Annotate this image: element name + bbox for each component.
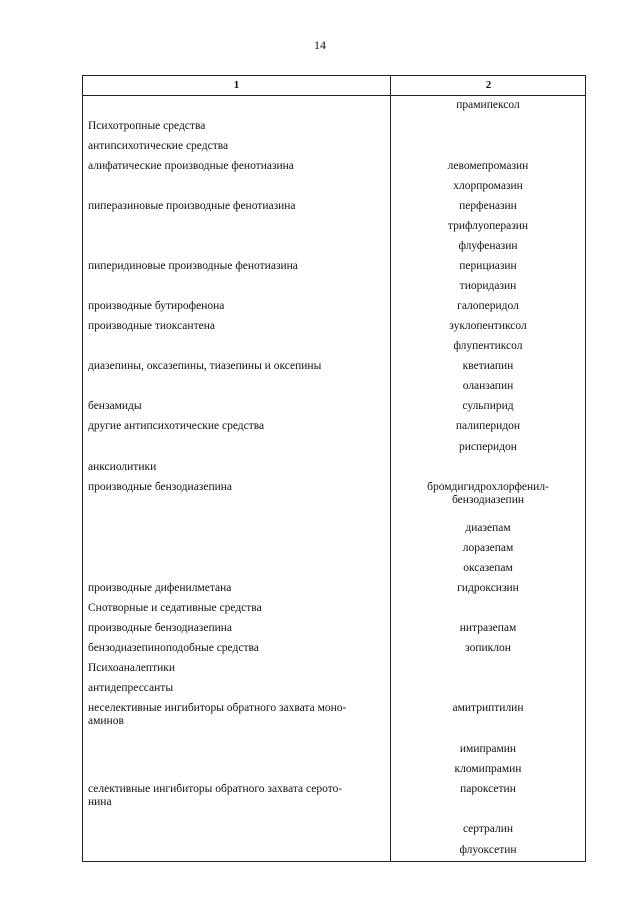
drug-name-cell: тиоридазин [459,280,517,292]
column-divider [390,76,391,861]
drug-name-cell: перициазин [459,260,517,272]
drug-name-cell: нитразепам [459,622,517,634]
drug-name-cell: сульпирид [462,400,514,412]
category-cell: селективные ингибиторы обратного захвата серото- нина [88,783,343,808]
drug-name-cell: хлорпромазин [453,180,523,192]
category-cell: бензамиды [88,400,142,412]
drug-table [82,75,586,862]
drug-name-cell: бромдигидрохлорфенил- бензодиазепин [427,481,549,506]
drug-name-cell: кломипрамин [454,763,522,775]
drug-name-cell: перфеназин [459,200,517,212]
drug-name-cell: флуоксетин [459,844,517,856]
category-cell: пиперидиновые производные фенотиазина [88,260,298,272]
category-cell: производные бензодиазепина [88,481,233,493]
drug-name-cell: трифлуоперазин [447,220,529,232]
drug-name-cell: рисперидон [459,441,517,453]
drug-name-cell: зуклопентиксол [449,320,527,332]
drug-name-cell: имипрамин [459,743,517,755]
drug-name-cell: сертралин [462,823,514,835]
drug-name-cell: флупентиксол [453,340,523,352]
drug-name-cell: оланзапин [462,380,514,392]
category-cell: производные бензодиазепина [88,622,233,634]
drug-name-cell: флуфеназин [458,240,518,252]
category-cell: антипсихотические средства [88,140,229,152]
category-cell: пиперазиновые производные фенотиазина [88,200,296,212]
drug-name-cell: лоразепам [462,542,514,554]
column-header-2: 2 [485,79,492,91]
category-cell: Психотропные средства [88,120,206,132]
category-cell: другие антипсихотические средства [88,420,265,432]
drug-name-cell: прамипексол [456,99,520,111]
drug-name-cell: зопиклон [465,642,511,654]
header-rule [83,95,585,96]
category-cell: диазепины, оксазепины, тиазепины и оксепины [88,360,322,372]
drug-name-cell: левомепромазин [447,160,529,172]
drug-name-cell: амитриптилин [452,702,524,714]
category-cell: Психоаналептики [88,662,176,674]
category-cell: антидепрессанты [88,682,174,694]
category-cell: Снотворные и седативные средства [88,602,262,614]
page-number: 14 [314,38,326,52]
category-cell: производные бутирофенона [88,300,225,312]
drug-name-cell: кветиапин [462,360,514,372]
drug-name-cell: палиперидон [455,420,521,432]
category-cell: неселективные ингибиторы обратного захвата моно- аминов [88,702,347,727]
drug-name-cell: гидроксизин [457,582,519,594]
column-header-1: 1 [233,79,240,91]
category-cell: производные дифенилметана [88,582,232,594]
drug-name-cell: оксазепам [463,562,513,574]
drug-name-cell: диазепам [465,522,511,534]
category-cell: бензодиазепиноподобные средства [88,642,259,654]
category-cell: производные тиоксантена [88,320,215,332]
category-cell: анксиолитики [88,461,157,473]
drug-name-cell: галоперидол [457,300,519,312]
drug-name-cell: пароксетин [460,783,516,795]
category-cell: алифатические производные фенотиазина [88,160,294,172]
